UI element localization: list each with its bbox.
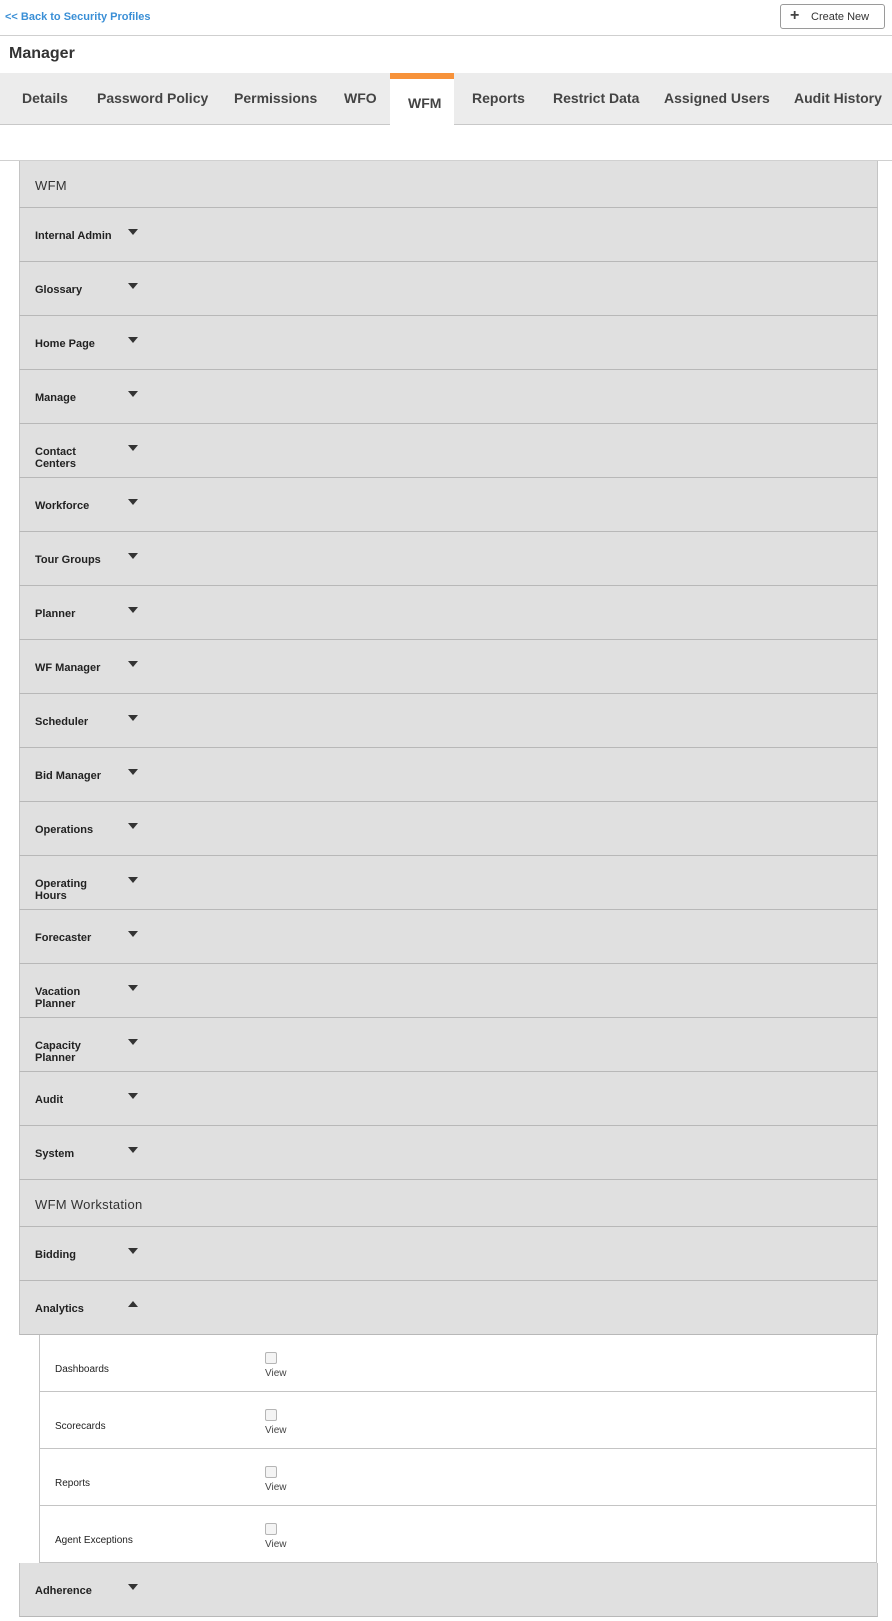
- accordion-forecaster[interactable]: [19, 910, 878, 964]
- create-new-label: Create New: [811, 11, 870, 23]
- accordion-tour-groups[interactable]: [19, 532, 878, 586]
- caret-down-icon: [128, 1584, 138, 1590]
- view-checkbox[interactable]: [265, 1409, 277, 1421]
- caret-down-icon: [128, 445, 138, 451]
- tab-label: Reports: [472, 90, 525, 106]
- tab-label: WFM: [408, 95, 442, 111]
- caret-down-icon: [128, 1039, 138, 1045]
- section-heading-label: WFM: [35, 178, 67, 193]
- caret-down-icon: [128, 715, 138, 721]
- view-label: View: [265, 1425, 287, 1436]
- tab-label: Assigned Users: [664, 90, 770, 106]
- caret-down-icon: [128, 1147, 138, 1153]
- accordion-label: Operations: [35, 824, 94, 836]
- accordion-label: Audit: [35, 1094, 64, 1106]
- accordion-label: Planner: [35, 608, 76, 620]
- view-label: View: [265, 1539, 287, 1550]
- tab-label: Audit History: [794, 90, 882, 106]
- analytics-permission-row: [39, 1449, 877, 1506]
- accordion-label: Forecaster: [35, 932, 92, 944]
- accordion-label: Home Page: [35, 338, 95, 350]
- top-bar: [0, 0, 892, 36]
- analytics-permission-row: [39, 1335, 877, 1392]
- accordion-label: Vacation Planner: [35, 986, 81, 1010]
- wfm-section-heading: [19, 161, 878, 208]
- caret-down-icon: [128, 1248, 138, 1254]
- accordion-label: WF Manager: [35, 662, 101, 674]
- accordion-bidding[interactable]: [19, 1227, 878, 1281]
- accordion-label: Manage: [35, 392, 76, 404]
- accordion-label: System: [35, 1148, 75, 1160]
- accordion-label: Tour Groups: [35, 554, 101, 566]
- caret-down-icon: [128, 499, 138, 505]
- accordion-label: Operating Hours: [35, 878, 87, 902]
- accordion-label: Workforce: [35, 500, 90, 512]
- tab-label: WFO: [344, 90, 377, 106]
- accordion-label: Adherence: [35, 1585, 92, 1597]
- tab-label: Restrict Data: [553, 90, 640, 106]
- analytics-permission-row: [39, 1392, 877, 1449]
- caret-down-icon: [128, 391, 138, 397]
- accordion-capacity-planner[interactable]: [19, 1018, 878, 1072]
- caret-down-icon: [128, 553, 138, 559]
- page-title: Manager: [9, 45, 75, 62]
- accordion-home-page[interactable]: [19, 316, 878, 370]
- analytics-permission-row: [39, 1506, 877, 1563]
- accordion-manage[interactable]: [19, 370, 878, 424]
- caret-down-icon: [128, 661, 138, 667]
- tab-details[interactable]: [0, 73, 85, 124]
- view-checkbox[interactable]: [265, 1523, 277, 1535]
- accordion-vacation-planner[interactable]: [19, 964, 878, 1018]
- caret-down-icon: [128, 607, 138, 613]
- wfm-workstation-section-heading: [19, 1180, 878, 1227]
- view-checkbox[interactable]: [265, 1466, 277, 1478]
- tab-assigned-users[interactable]: [647, 73, 776, 124]
- caret-down-icon: [128, 931, 138, 937]
- caret-down-icon: [128, 1093, 138, 1099]
- accordion-label: Internal Admin: [35, 230, 112, 242]
- accordion-label: Scheduler: [35, 716, 89, 728]
- tab-reports[interactable]: [454, 73, 538, 124]
- tab-label: Password Policy: [97, 90, 209, 106]
- tab-bar: [0, 73, 892, 125]
- accordion-label: Glossary: [35, 284, 83, 296]
- tab-restrict-data[interactable]: [538, 73, 647, 124]
- tab-label: Details: [22, 90, 68, 106]
- tab-wfm[interactable]: [390, 73, 454, 125]
- accordion-workforce[interactable]: [19, 478, 878, 532]
- caret-down-icon: [128, 769, 138, 775]
- caret-down-icon: [128, 877, 138, 883]
- accordion-label: Capacity Planner: [35, 1040, 81, 1064]
- caret-down-icon: [128, 823, 138, 829]
- accordion-adherence[interactable]: [19, 1563, 878, 1617]
- accordion-bid-manager[interactable]: [19, 748, 878, 802]
- back-to-security-profiles-link[interactable]: << Back to Security Profiles: [5, 11, 151, 23]
- accordion-glossary[interactable]: [19, 262, 878, 316]
- tab-password-policy[interactable]: [85, 73, 216, 124]
- caret-up-icon: [128, 1301, 138, 1307]
- accordion-contact-centers[interactable]: [19, 424, 878, 478]
- view-label: View: [265, 1368, 287, 1379]
- tab-label: Permissions: [234, 90, 318, 106]
- permission-label: Dashboards: [55, 1364, 109, 1375]
- create-new-button[interactable]: [780, 4, 885, 29]
- caret-down-icon: [128, 283, 138, 289]
- accordion-label: Contact Centers: [35, 446, 76, 470]
- accordion-label: Bidding: [35, 1249, 76, 1261]
- accordion-wf-manager[interactable]: [19, 640, 878, 694]
- accordion-system[interactable]: [19, 1126, 878, 1180]
- caret-down-icon: [128, 985, 138, 991]
- tab-audit-history[interactable]: [776, 73, 892, 124]
- view-checkbox[interactable]: [265, 1352, 277, 1364]
- tab-wfo[interactable]: [328, 73, 390, 124]
- accordion-operating-hours[interactable]: [19, 856, 878, 910]
- accordion-operations[interactable]: [19, 802, 878, 856]
- accordion-internal-admin[interactable]: [19, 208, 878, 262]
- permission-label: Scorecards: [55, 1421, 106, 1432]
- permission-label: Reports: [55, 1478, 91, 1489]
- caret-down-icon: [128, 229, 138, 235]
- tab-permissions[interactable]: [216, 73, 328, 124]
- section-heading-label: WFM Workstation: [35, 1197, 143, 1212]
- accordion-planner[interactable]: [19, 586, 878, 640]
- accordion-scheduler[interactable]: [19, 694, 878, 748]
- accordion-analytics[interactable]: [19, 1281, 878, 1335]
- accordion-label: Analytics: [35, 1303, 84, 1315]
- view-label: View: [265, 1482, 287, 1493]
- accordion-audit[interactable]: [19, 1072, 878, 1126]
- caret-down-icon: [128, 337, 138, 343]
- accordion-label: Bid Manager: [35, 770, 102, 782]
- permission-label: Agent Exceptions: [55, 1535, 133, 1546]
- plus-icon: +: [790, 7, 800, 24]
